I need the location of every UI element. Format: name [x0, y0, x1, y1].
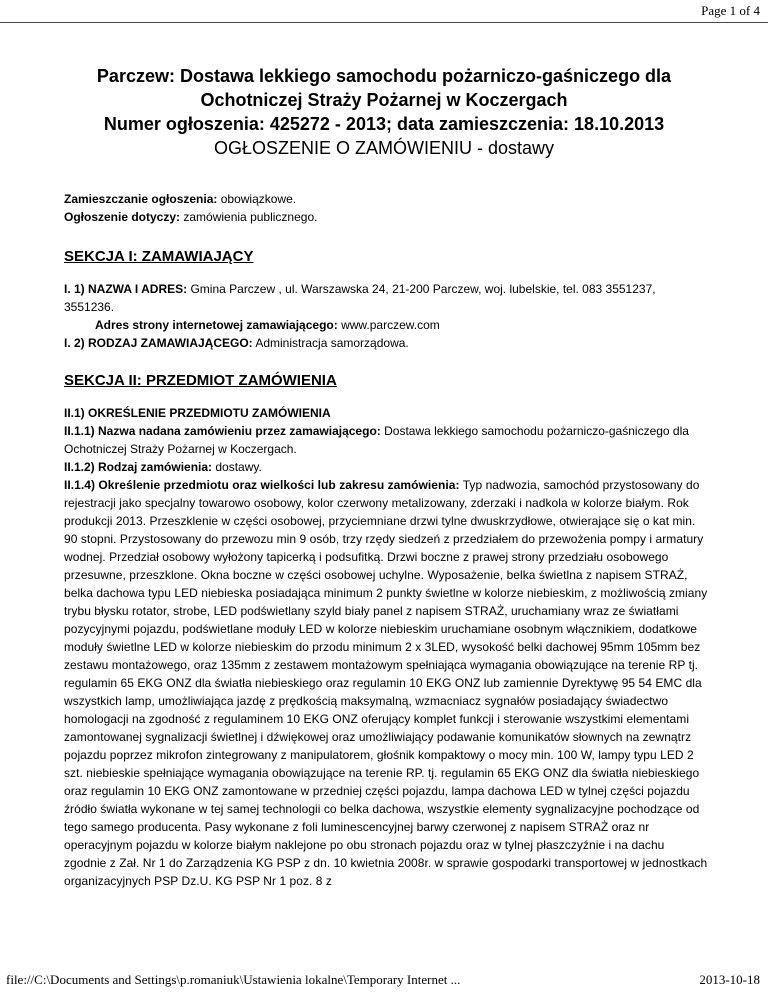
zamieszczanie-label: Zamieszczanie ogłoszenia: [64, 192, 218, 206]
s2-nazwa-value: Dostawa lekkiego samochodu pożarniczo-gaśniczego dla Ochotniczej Straży Pożarnej w Koczergach. [64, 424, 689, 456]
intro-dotyczy [64, 208, 708, 226]
section-2-nazwa [64, 422, 708, 458]
footer-date: 2013-10-18 [699, 972, 760, 987]
header-divider [0, 22, 768, 23]
s2-nazwa-label: II.1.1) Nazwa nadana zamówieniu przez zamawiającego: [64, 424, 381, 438]
s2-opis-label: II.1.4) Określenie przedmiotu oraz wielkości lub zakresu zamówienia: [64, 478, 460, 492]
document-body [64, 190, 708, 890]
section-1-nazwa [64, 280, 708, 316]
title-line-1: Parczew: Dostawa lekkiego samochodu pożarniczo-gaśniczego dla [96, 66, 672, 86]
title-line-3: Numer ogłoszenia: 425272 - 2013; data zamieszczenia: 18.10.2013 [103, 114, 665, 134]
document-title [0, 64, 768, 160]
section-1-rodzaj [64, 334, 708, 352]
s1-rodzaj-value: Administracja samorządowa. [252, 336, 409, 350]
s1-nazwa-label: I. 1) NAZWA I ADRES: [64, 282, 188, 296]
footer-path: file://C:\Documents and Settings\p.romaniuk\Ustawienia lokalne\Temporary Internet ... [6, 972, 461, 987]
section-2-heading: SEKCJA II: PRZEDMIOT ZAMÓWIENIA [64, 372, 337, 389]
section-2-opis [64, 476, 708, 890]
s2-rodzaj-label: II.1.2) Rodzaj zamówienia: [64, 460, 213, 474]
s2-opis-value: Typ nadwozia, samochód przystosowany do rejestracji jako specjalny towarowo osobowy, kolor czerwony metalizowany, zderzaki i nadkola w kolorze białym. Rok produkcji 2013. Przeszklenie w części osobowej, przyciemniane drzwi tylne dwuskrzydłowe, otwierające się o kat min. 90 stopni. Przystosowany do przewozu min 9 osób, trzy rzędy siedzeń z przedziałem do przewożenia pompy i armatury wodnej. Przedział osobowy wyłożony tapicerką i podsufitką. Drzwi boczne z prawej strony przedziału osobowego przesuwne, przeszklone. Okna boczne w części osobowej uchylne. Wyposażenie, belka świetlna z napisem STRAŻ, belka dachowa typu LED niebieska posiadająca minimum 2 punkty świetlne w kolorze niebieskim, z możliwością zmiany trybu błysku rotator, strobe, LED podświetlany szyld biały panel z napisem STRAŻ, uruchamiany wraz ze światłami pozycyjnymi pojazdu, podświetlane moduły LED w kolorze niebieskim uruchamiane osobnym włącznikiem, dodatkowe moduły świetlne LED w kolorze niebieskim do przodu minimum 2 x 3LED, wysokość belki dachowej 95mm 105mm bez zestawu montażowego, oraz 135mm z zestawem montażowym spełniająca wymagania obowiązujące na terenie RP tj. regulamin 65 EKG ONZ dla światła niebieskiego oraz regulamin 10 EKG ONZ lub zamiennie Dyrektywę 95 54 EMC dla wszystkich lamp, umożliwiająca jazdę z prędkością maksymalną, wzmacniacz sygnałów posiadający świadectwo homologacji na zgodność z regulaminem 10 EKG ONZ oferujący komplet funkcji i sterowanie wszystkimi elementami zamontowanej sygnalizacji świetlnej i dźwiękowej oraz umożliwiający podawanie komunikatów słownych na zewnątrz pojazdu poprzez mikrofon zintegrowany z manipulatorem, głośnik kompaktowy o mocy min. 100 W, lampy typu LED 2 szt. niebieskie spełniające wymagania obowiązujące na terenie RP. tj. regulamin 65 EKG ONZ dla światła niebieskiego oraz regulamin 10 EKG ONZ zamontowane w przedniej części pojazdu, lampa dachowa LED w tylnej części pojazdu źródło światła wykonane w tej samej technologii co belka dachowa, wszystkie elementy sygnalizacyjne pochodzące od tego samego producenta. Pasy wykonane z foli luminescencyjnej barwy czerwonej z napisem STRAŻ oraz nr operacyjnym pojazdu w kolorze białym naklejone po obu stronach pojazdu oraz w tylnej płaszczyźnie i na dachu zgodnie z Zał. Nr 1 do Zarządzenia KG PSP z dn. 10 kwietnia 2008r. w sprawie gospodarki transportowej w jednostkach organizacyjnych PSP Dz.U. KG PSP Nr 1 poz. 8 z [64, 478, 708, 888]
dotyczy-value: zamówienia publicznego. [180, 210, 318, 224]
zamieszczanie-value: obowiązkowe. [217, 192, 297, 206]
page-footer [6, 972, 760, 988]
section-2-okreslenie [64, 404, 708, 422]
page-number: Page 1 of 4 [701, 3, 760, 18]
section-1-www [64, 316, 708, 334]
title-subtitle: OGŁOSZENIE O ZAMÓWIENIU - dostawy [213, 138, 555, 158]
s1-www-label: Adres strony internetowej zamawiającego: [95, 318, 338, 332]
title-line-2: Ochotniczej Straży Pożarnej w Koczergach [200, 90, 568, 110]
s1-www-value: www.parczew.com [337, 318, 440, 332]
s1-rodzaj-label: I. 2) RODZAJ ZAMAWIAJĄCEGO: [64, 336, 253, 350]
s2-rodzaj-value: dostawy. [212, 460, 262, 474]
section-1-heading: SEKCJA I: ZAMAWIAJĄCY [64, 248, 254, 265]
dotyczy-label: Ogłoszenie dotyczy: [64, 210, 181, 224]
s2-okreslenie-label: II.1) OKREŚLENIE PRZEDMIOTU ZAMÓWIENIA [64, 406, 331, 420]
s1-nazwa-value: Gmina Parczew , ul. Warszawska 24, 21-200 Parczew, woj. lubelskie, tel. 083 3551237, 3551236. [64, 282, 656, 314]
intro-zamieszczanie [64, 190, 708, 208]
section-2-rodzaj [64, 458, 708, 476]
